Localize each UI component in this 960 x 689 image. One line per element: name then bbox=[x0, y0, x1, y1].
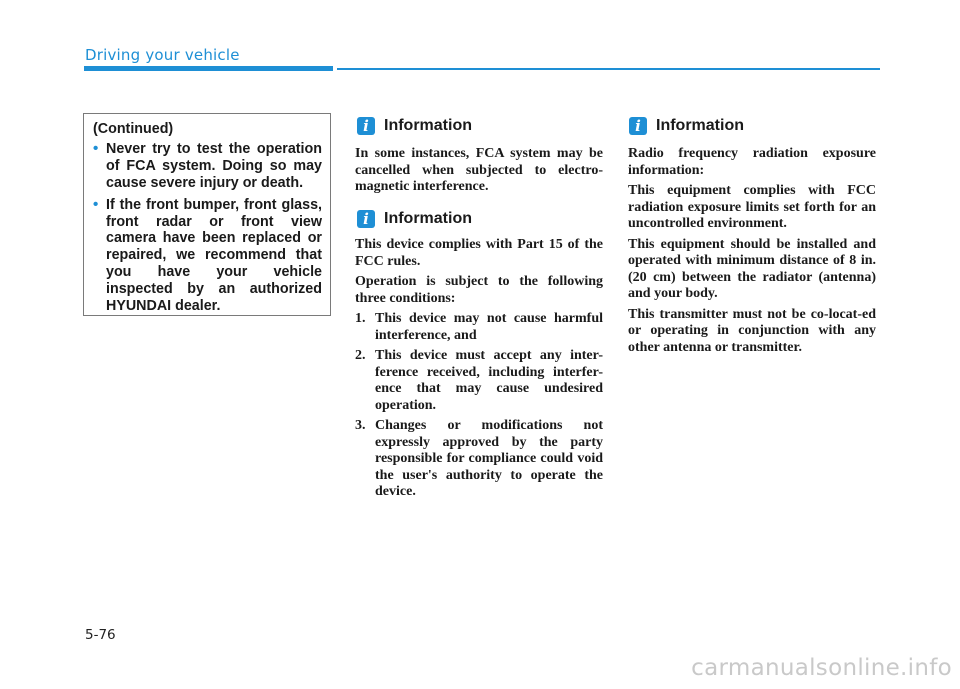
caution-bullet-text: Never try to test the operation of FCA system. Doing so may cause severe injury or death. bbox=[106, 140, 322, 191]
bullet-dot-icon: • bbox=[93, 195, 99, 213]
caution-bullet-text: If the front bumper, front glass, front radar or front view camera have been replaced or repaired, we recommend that you have your vehicle inspected by an authorized HYUNDAI dealer. bbox=[106, 196, 322, 315]
info-body-2 bbox=[355, 237, 603, 505]
info-paragraph: This device complies with Part 15 of the FCC rules. bbox=[355, 237, 603, 269]
condition-text: This device must accept any inter-ference received, including interfer-ence that may cause undesired operation. bbox=[375, 348, 603, 413]
info-paragraph: This equipment should be installed and operated with minimum distance of 8 in. (20 cm) between the radiator (antenna) and your body. bbox=[628, 236, 876, 301]
information-icon: i bbox=[357, 117, 375, 135]
condition-text: Changes or modifications not expressly approved by the party responsible for compliance could void the user's authority to operate the device. bbox=[375, 418, 603, 499]
info-body-3 bbox=[628, 146, 876, 360]
information-icon: i bbox=[629, 117, 647, 135]
conditions-list bbox=[355, 311, 603, 501]
condition-number: 2. bbox=[355, 348, 366, 363]
condition-item bbox=[355, 418, 603, 501]
info-title: Information bbox=[384, 210, 472, 227]
section-title: Driving your vehicle bbox=[85, 46, 240, 64]
info-title: Information bbox=[656, 117, 744, 134]
caution-bullet-list bbox=[93, 141, 322, 315]
condition-item bbox=[355, 348, 603, 414]
header-rule-thin bbox=[337, 68, 880, 70]
watermark: carmanualsonline.info bbox=[691, 655, 952, 681]
info-heading-3 bbox=[629, 117, 744, 135]
info-body-1 bbox=[355, 146, 603, 200]
information-icon: i bbox=[357, 210, 375, 228]
caution-bullet-item bbox=[93, 197, 322, 315]
caution-box bbox=[83, 113, 331, 316]
continued-label: (Continued) bbox=[93, 121, 174, 137]
condition-number: 3. bbox=[355, 418, 366, 433]
header-rule-thick bbox=[84, 66, 333, 71]
info-paragraph: Operation is subject to the following three conditions: bbox=[355, 274, 603, 306]
info-paragraph: This transmitter must not be co-locat-ed or operating in conjunction with any other antenna or transmitter. bbox=[628, 306, 876, 355]
info-paragraph: Radio frequency radiation exposure information: bbox=[628, 146, 876, 178]
info-heading-2 bbox=[357, 210, 472, 228]
caution-bullet-item bbox=[93, 141, 322, 192]
info-paragraph: In some instances, FCA system may be cancelled when subjected to electro-magnetic interference. bbox=[355, 146, 603, 194]
condition-number: 1. bbox=[355, 311, 366, 326]
page-number: 5-76 bbox=[85, 627, 116, 643]
info-paragraph: This equipment complies with FCC radiation exposure limits set forth for an uncontrolled environment. bbox=[628, 183, 876, 231]
condition-item bbox=[355, 311, 603, 344]
bullet-dot-icon: • bbox=[93, 139, 99, 157]
info-title: Information bbox=[384, 117, 472, 134]
info-heading-1 bbox=[357, 117, 472, 135]
condition-text: This device may not cause harmful interference, and bbox=[375, 311, 603, 343]
